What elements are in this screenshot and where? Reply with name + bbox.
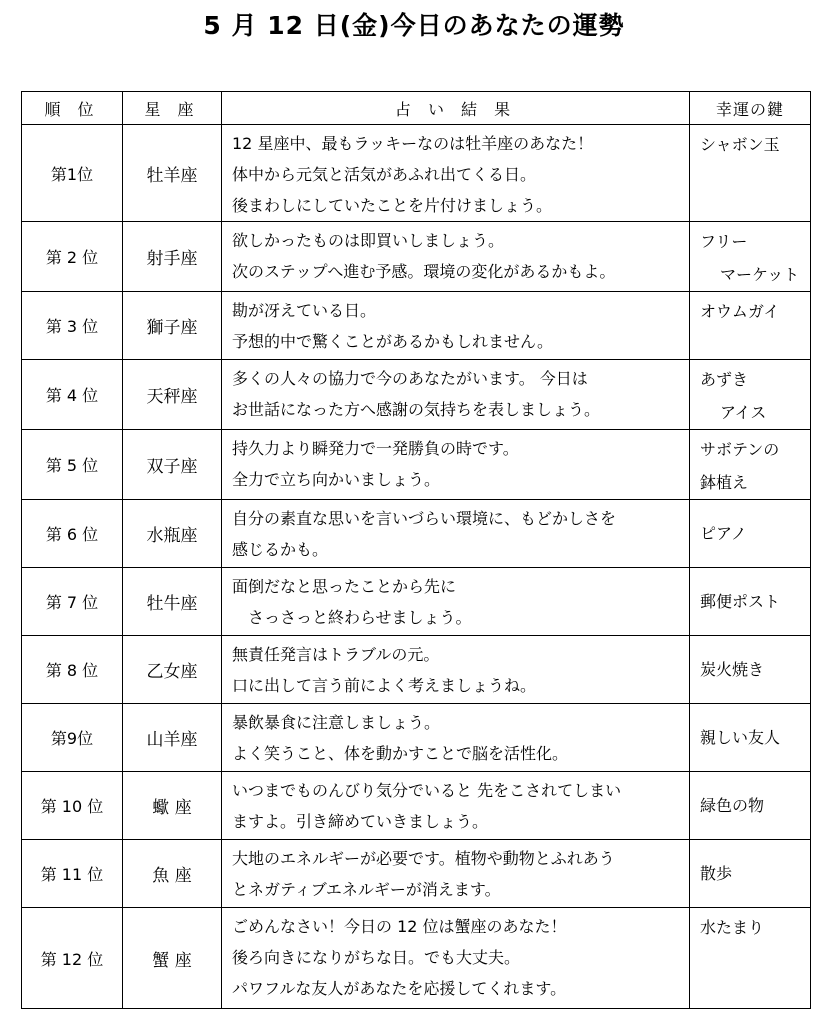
table-row (22, 840, 811, 908)
luck-cell (690, 500, 811, 568)
result-line: 感じるかも。 (232, 540, 329, 559)
result-line: 後まわしにしていたことを片付けましょう。 (232, 196, 553, 215)
result-line: 口に出して言う前によく考えましょうね。 (232, 676, 537, 695)
result-line: いつまでものんびり気分でいると 先をこされてしまい (232, 781, 622, 800)
result-cell (222, 704, 690, 772)
luck-cell (690, 222, 811, 292)
result-line: 暴飲暴食に注意しましょう。 (232, 713, 441, 732)
result-line: 予想的中で驚くことがあるかもしれません。 (232, 332, 553, 351)
luck-line: 水たまり (700, 918, 765, 937)
header-result: 占 い 結 果 (222, 92, 690, 125)
sign-cell: 魚 座 (123, 840, 222, 908)
luck-line: アイス (720, 403, 767, 422)
table-row (22, 908, 811, 1009)
luck-line: 鉢植え (700, 473, 749, 492)
table-row (22, 568, 811, 636)
sign-cell: 射手座 (123, 222, 222, 292)
header-rank: 順 位 (22, 92, 123, 125)
result-line: パワフルな友人があなたを応援してくれます。 (232, 979, 567, 998)
result-line: 次のステップへ進む予感。環境の変化があるかもよ。 (232, 262, 616, 281)
luck-cell (690, 568, 811, 636)
luck-cell (690, 840, 811, 908)
luck-cell (690, 430, 811, 500)
rank-cell: 第 6 位 (22, 500, 123, 568)
luck-line: 緑色の物 (700, 796, 765, 815)
result-cell (222, 430, 690, 500)
result-cell (222, 292, 690, 360)
luck-cell (690, 636, 811, 704)
table-row (22, 500, 811, 568)
table-row (22, 430, 811, 500)
sign-cell: 双子座 (123, 430, 222, 500)
rank-cell: 第9位 (22, 704, 123, 772)
luck-cell (690, 360, 811, 430)
result-cell (222, 908, 690, 1009)
result-line: 全力で立ち向かいましょう。 (232, 470, 441, 489)
result-line: 欲しかったものは即買いしましょう。 (232, 231, 505, 250)
table-row (22, 125, 811, 222)
result-line: 勘が冴えている日。 (232, 301, 377, 320)
luck-cell (690, 704, 811, 772)
sign-cell: 水瓶座 (123, 500, 222, 568)
table-row (22, 360, 811, 430)
result-line: 多くの人々の協力で今のあなたがいます。 今日は (232, 369, 588, 388)
table-row (22, 704, 811, 772)
result-cell (222, 568, 690, 636)
table-row (22, 292, 811, 360)
result-line: ますよ。引き締めていきましょう。 (232, 812, 489, 831)
luck-cell (690, 125, 811, 222)
result-line: 無責任発言はトラブルの元。 (232, 645, 440, 664)
luck-line: マーケット (720, 265, 800, 284)
rank-cell: 第 12 位 (22, 908, 123, 1009)
sign-cell: 蠍 座 (123, 772, 222, 840)
luck-line: オウムガイ (700, 302, 780, 321)
result-line: お世話になった方へ感謝の気持ちを表しましょう。 (232, 400, 601, 419)
sign-cell: 山羊座 (123, 704, 222, 772)
result-cell (222, 360, 690, 430)
luck-line: 親しい友人 (700, 728, 781, 747)
result-line: ごめんなさい！今日の 12 位は蟹座のあなた！ (232, 917, 567, 936)
luck-line: 郵便ポスト (700, 592, 781, 611)
luck-line: フリー (700, 232, 748, 251)
luck-line: あずき (700, 370, 749, 389)
luck-cell (690, 292, 811, 360)
luck-line: 炭火焼き (700, 660, 765, 679)
sign-cell: 蟹 座 (123, 908, 222, 1009)
result-line: 後ろ向きになりがちな日。でも大丈夫。 (232, 948, 521, 967)
result-line: さっさっと終わらせましょう。 (248, 608, 472, 627)
rank-cell: 第 3 位 (22, 292, 123, 360)
luck-line: サボテンの (700, 440, 780, 459)
sign-cell: 牡牛座 (123, 568, 222, 636)
sign-cell: 牡羊座 (123, 125, 222, 222)
rank-cell: 第 11 位 (22, 840, 123, 908)
result-cell (222, 772, 690, 840)
result-cell (222, 125, 690, 222)
result-cell (222, 500, 690, 568)
luck-cell (690, 772, 811, 840)
result-line: 12 星座中、最もラッキーなのは牡羊座のあなた！ (232, 134, 594, 153)
horoscope-table (21, 91, 811, 1009)
rank-cell: 第1位 (22, 125, 123, 222)
rank-cell: 第 2 位 (22, 222, 123, 292)
result-line: よく笑うこと、体を動かすことで脳を活性化。 (232, 744, 569, 763)
result-line: とネガティブエネルギーが消えます。 (232, 880, 501, 899)
result-cell (222, 636, 690, 704)
rank-cell: 第 10 位 (22, 772, 123, 840)
result-line: 自分の素直な思いを言いづらい環境に、もどかしさを (232, 509, 617, 528)
luck-cell (690, 908, 811, 1009)
sign-cell: 獅子座 (123, 292, 222, 360)
header-row (22, 92, 811, 125)
header-luck: 幸運の鍵 (690, 92, 811, 125)
table-row (22, 222, 811, 292)
sign-cell: 天秤座 (123, 360, 222, 430)
table-row (22, 772, 811, 840)
result-line: 体中から元気と活気があふれ出てくる日。 (232, 165, 537, 184)
rank-cell: 第 5 位 (22, 430, 123, 500)
luck-line: シャボン玉 (700, 135, 780, 154)
luck-line: 散歩 (700, 864, 733, 883)
luck-line: ピアノ (700, 524, 747, 543)
rank-cell: 第 7 位 (22, 568, 123, 636)
rank-cell: 第 8 位 (22, 636, 123, 704)
rank-cell: 第 4 位 (22, 360, 123, 430)
header-sign: 星 座 (123, 92, 222, 125)
result-line: 面倒だなと思ったことから先に (232, 577, 457, 596)
sign-cell: 乙女座 (123, 636, 222, 704)
result-line: 持久力より瞬発力で一発勝負の時です。 (232, 439, 519, 458)
result-cell (222, 840, 690, 908)
result-cell (222, 222, 690, 292)
result-line: 大地のエネルギーが必要です。植物や動物とふれあう (232, 849, 615, 868)
table-row (22, 636, 811, 704)
page-title: 5 月 12 日(金)今日のあなたの運勢 (203, 11, 625, 40)
